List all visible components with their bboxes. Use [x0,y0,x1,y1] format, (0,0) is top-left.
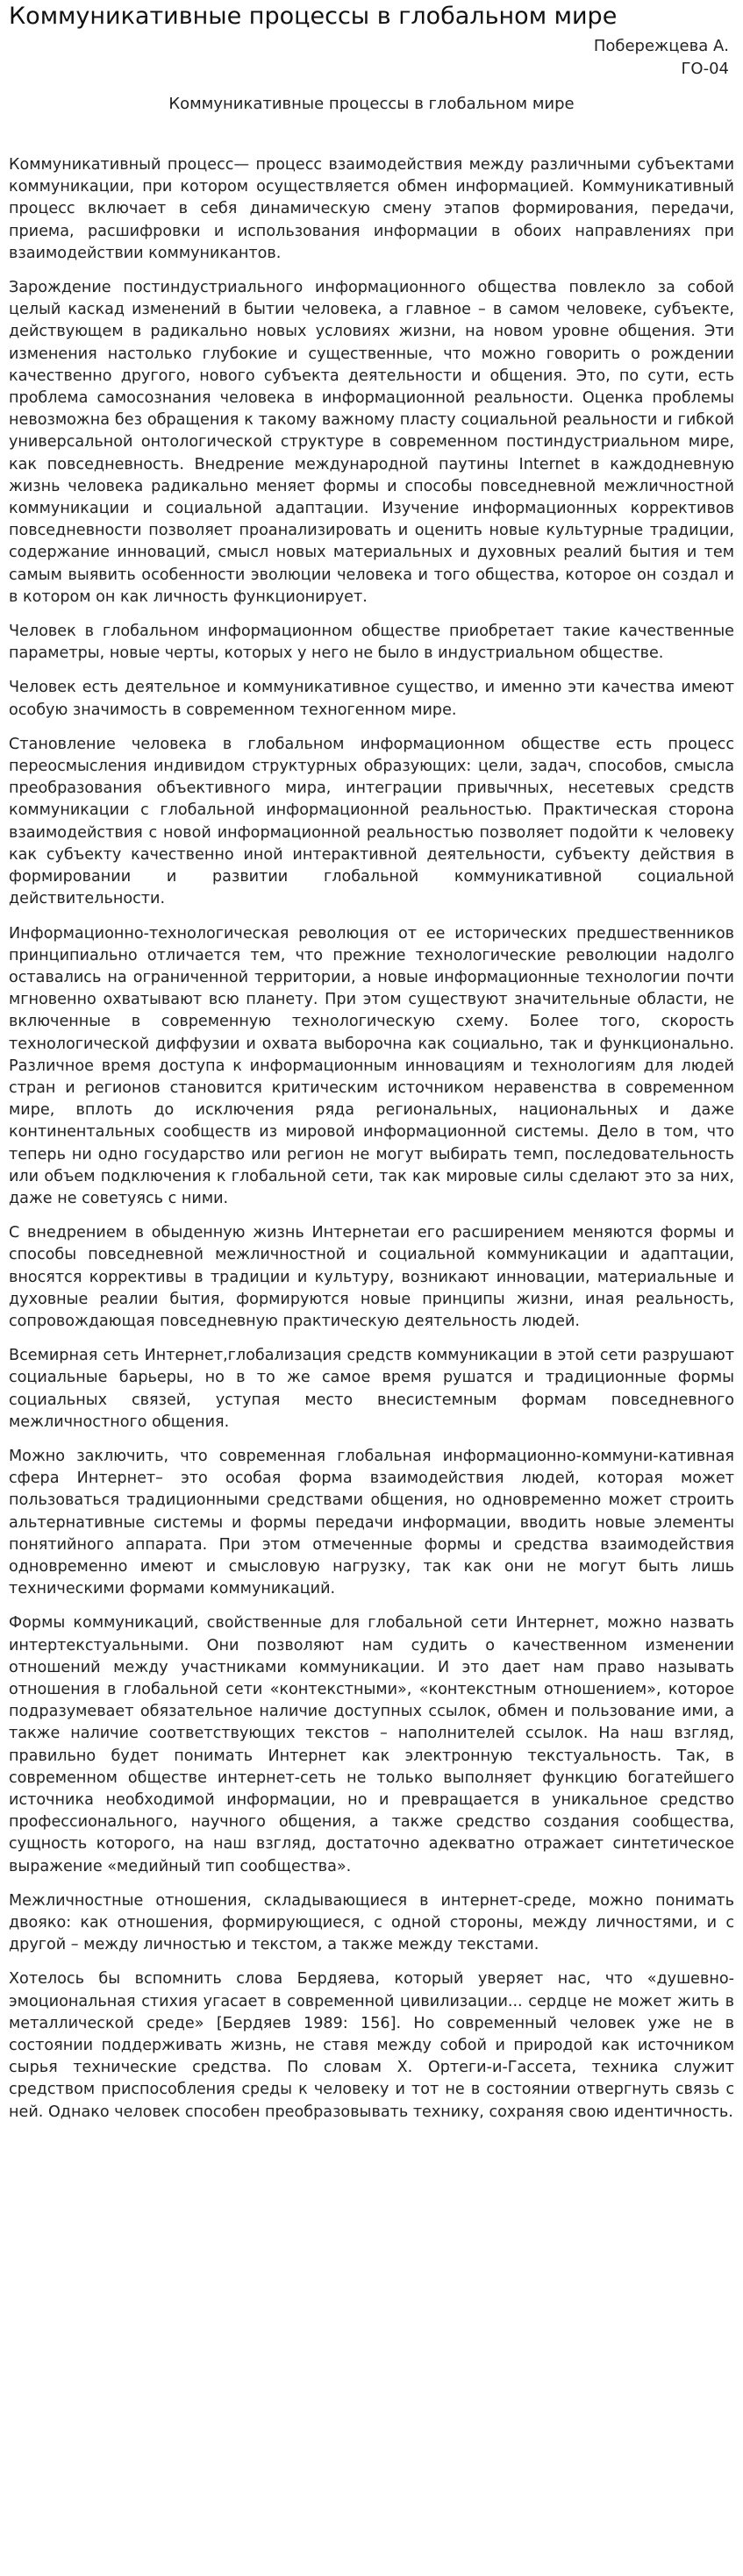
paragraph: Можно заключить, что современная глобальная информационно-коммуни-кативная сфера Интернет– это особая форма взаимодействия людей, которая может пользоваться традиционными средствами общения, но одновременно может строить альтернативные системы и формы передачи информации, вводить новые элементы понятийного аппарата. При этом отмеченные формы и средства взаимодействия одновременно имеют и смысловую нагрузку, так как они не могут быть лишь техническими формами коммуникаций. [9,1447,734,1598]
paragraph: С внедрением в обыденную жизнь Интернетаи его расширением меняются формы и способы повседневной межличностной и социальной коммуникации и адаптации, вносятся коррективы в традиции и культуру, возникают инновации, материальные и духовные реалии бытия, формируются новые принципы жизни, иная реальность, сопровождающая повседневную практическую деятельность людей. [9,1224,734,1330]
paragraph: Всемирная сеть Интернет,глобализация средств коммуникации в этой сети разрушают социальные барьеры, но в то же самое время рушатся и традиционные формы социальных связей, уступая место внесистемным формам повседневного межличностного общения. [9,1347,734,1431]
paragraph: Человек есть деятельное и коммуникативное существо, и именно эти качества имеют особую значимость в современном техногенном мире. [9,679,734,719]
paragraph: Формы коммуникаций, свойственные для глобальной сети Интернет, можно назвать интертекстуальными. Они позволяют нам судить о качественном изменении отношений между участниками коммуникации. И это дает нам право называть отношения в глобальной сети «контекстными», «контекстным отношением», которое подразумевает обязательное наличие доступных ссылок, обмен и пользование ими, а также наличие соответствующих текстов – наполнителей ссылок. На наш взгляд, правильно будет понимать Интернет как электронную текстуальность. Так, в современном обществе интернет-сеть не только выполняет функцию богатейшего источника необходимой информации, но и превращается в уникальное средство профессионального, научного общения, а также средство создания сообщества, сущность которого, на наш взгляд, достаточно адекватно отражает синтетическое выражение «медийный тип сообщества». [9,1614,734,1875]
paragraph: Межличностные отношения, складывающиеся в интернет-среде, можно понимать двояко: как отношения, формирующиеся, с одной стороны, между личностями, и с другой – между личностью и текстом, а также между текстами. [9,1891,734,1954]
author-block [9,35,734,81]
paragraph: Человек в глобальном информационном обществе приобретает такие качественные параметры, новые черты, которых у него не было в индустриальном обществе. [9,623,734,663]
paragraph: Коммуникативный процесс— процесс взаимодействия между различными субъектами коммуникации, при котором осуществляется обмен информацией. Коммуникативный процесс включает в себя динамическую смену этапов формирования, передачи, приема, расшифровки и использования информации в обоих направлениях при взаимодействии коммуникантов. [9,156,734,262]
document-subtitle: Коммуникативные процессы в глобальном мире [168,95,575,113]
group-code: ГО-04 [681,60,729,78]
paragraph: Зарождение постиндустриального информационного общества повлекло за собой целый каскад изменений в бытии человека, а главное – в самом человеке, субъекте, действующем в радикально новых условиях жизни, на новом уровне общения. Эти изменения настолько глубокие и существенные, что можно говорить о рождении качественно другого, нового субъекта деятельности и общения. Это, по сути, есть проблема самосознания человека в информационной реальности. Оценка проблемы невозможна без обращения к такому важному пласту социальной реальности и гибкой универсальной онтологической структуре в современном постиндустриальном мире, как повседневность. Внедрение международной паутины Internet в каждодневную жизнь человека радикально меняет формы и способы повседневной межличностной коммуникации и социальной адаптации. Изучение информационных коррективов повседневности позволяет проанализировать и оценить новые культурные традиции, содержание инноваций, смысл новых материальных и духовных реалий бытия и тем самым выявить особенности эволюции человека и того общества, которое он создал и в котором он как личность функционирует. [9,279,734,606]
page-title: Коммуникативные процессы в глобальном мире [9,3,618,30]
paragraph: Хотелось бы вспомнить слова Бердяева, который уверяет нас, что «душевно-эмоциональная стихия угасает в современной цивилизации... сердце не может жить в металлической среде» [Бердяев 1989: 156]. Но современный человек уже не в состоянии поддерживать жизнь, не ставя между собой и природой как источником сырья технические средства. По словам Х. Ортеги-и-Гассета, техника служит средством приспособления среды к человеку и тот не в состоянии отвергнуть связь с ней. Однако человек способен преобразовывать технику, сохраняя свою идентичность. [9,1970,734,2121]
paragraph: Информационно-технологическая революция от ее исторических предшественников принципиально отличается тем, что прежние технологические революции надолго оставались на ограниченной территории, а новые информационные технологии почти мгновенно охватывают всю планету. При этом существуют значительные области, не включенные в современную технологическую схему. Более того, скорость технологической диффузии и охвата выборочна как социально, так и функционально. Различное время доступа к информационным инновациям и технологиям для людей стран и регионов становится критическим источником неравенства в современном мире, вплоть до исключения ряда региональных, национальных и даже континентальных сообществ из мировой информационной системы. Дело в том, что теперь ни одно государство или регион не могут выбирать темп, последовательность или объем подключения к глобальной сети, так как мировые силы сделают это за них, даже не советуясь с ними. [9,924,734,1207]
paragraph: Становление человека в глобальном информационном обществе есть процесс переосмысления индивидом структурных образующих: цели, задач, способов, смысла преобразования объективного мира, интеграции привычных, несетевых средств коммуникации с глобальной информационной реальностью. Практическая сторона взаимодействия с новой информационной реальностью позволяет подойти к человеку как субъекту качественно иной интерактивной деятельности, субъекту действия в формировании и развитии глобальной коммуникативной социальной действительности. [9,735,734,908]
author-name: Побережцева А. [593,37,729,55]
